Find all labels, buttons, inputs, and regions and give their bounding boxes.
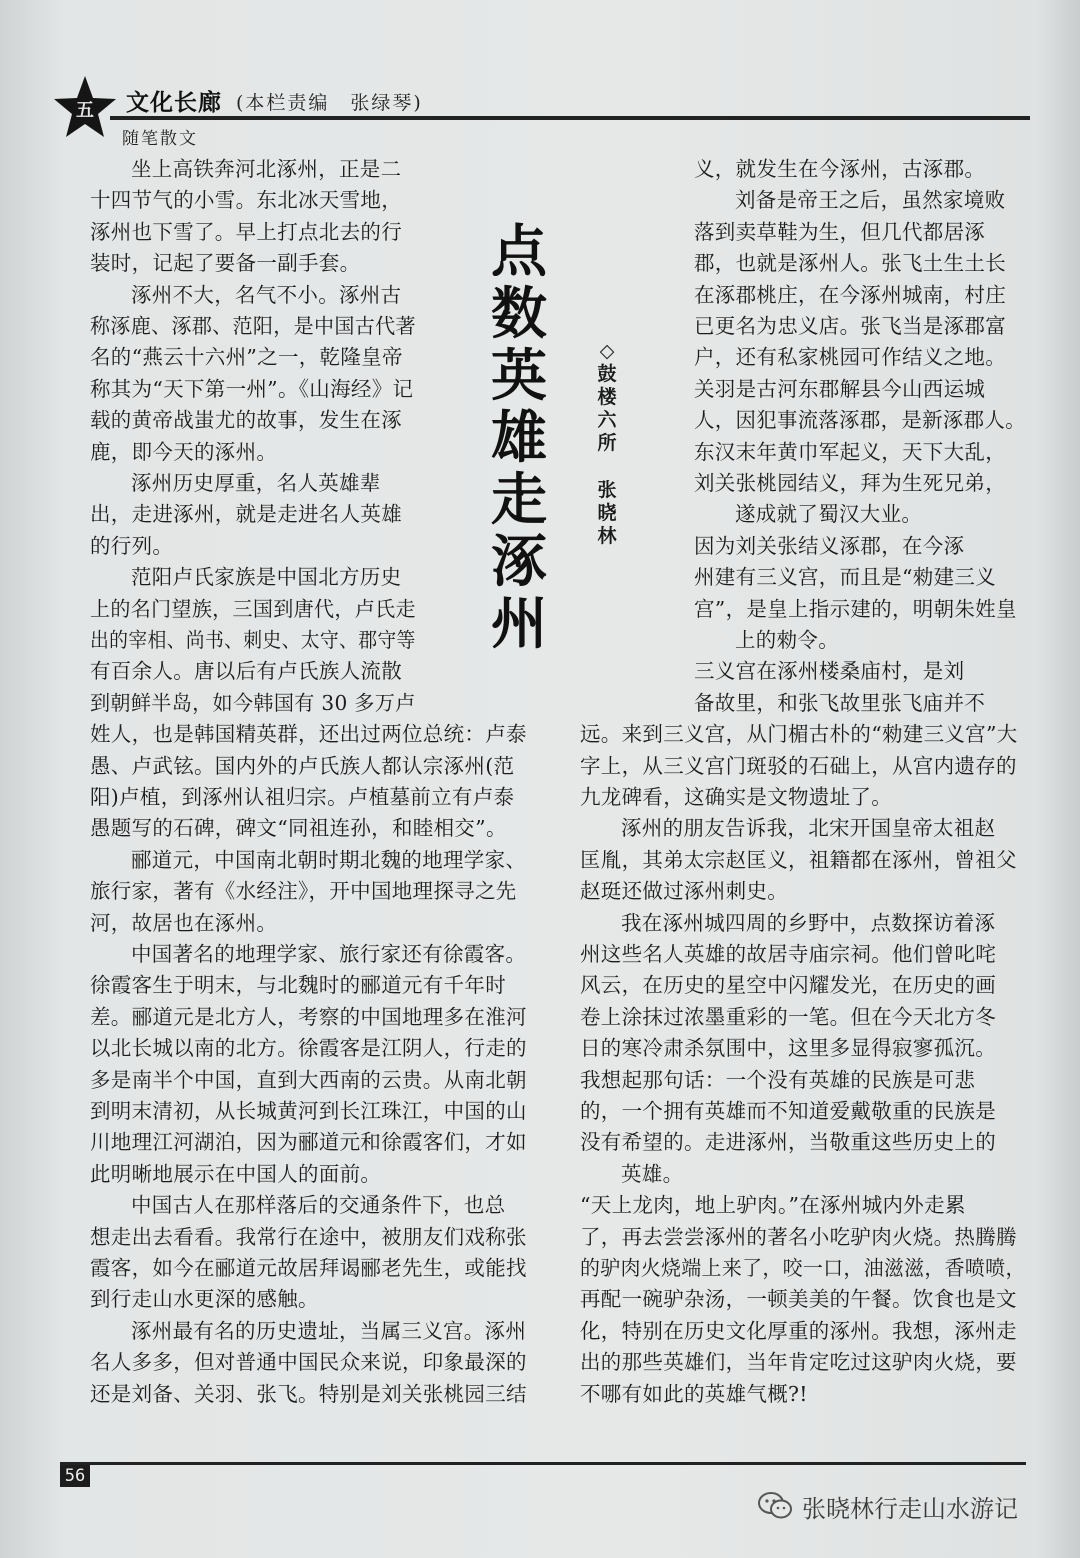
text-line: 多是南半个中国，直到大西南的云贵。从南北朝 — [90, 1068, 527, 1092]
text-line: 人，因犯事流落涿郡，是新涿郡人。 — [694, 408, 1026, 432]
text-line: 了，再去尝尝涿州的著名小吃驴肉火烧。热腾腾 — [580, 1225, 1017, 1249]
author-char: ◇ — [599, 340, 615, 362]
text-line: 远。来到三义宫，从门楣古朴的“勑建三义宫”大 — [580, 722, 1018, 746]
author-char: 林 — [597, 525, 617, 547]
author-char: 鼓 — [597, 363, 617, 385]
text-line: 有百余人。唐以后有卢氏族人流散 — [90, 659, 402, 683]
text-line: 九龙碑看，这确实是文物遗址了。 — [580, 785, 892, 809]
text-line: 的驴肉火烧端上来了，咬一口，油滋滋，香喷喷， — [580, 1256, 1026, 1280]
text-line: 河，故居也在涿州。 — [90, 911, 278, 935]
text-line: 落到卖草鞋为生，但几代都居涿 — [694, 220, 986, 244]
text-line: 我想起那句话：一个没有英雄的民族是可悲 — [580, 1068, 976, 1092]
text-line: 涿州的朋友告诉我，北宋开国皇帝太祖赵 — [621, 816, 996, 840]
article-author — [594, 340, 620, 548]
article-title — [486, 222, 552, 656]
text-line: 东汉末年黄巾军起义，天下大乱， — [694, 440, 1006, 464]
text-line: 名的“燕云十六州”之一，乾隆皇帝 — [90, 345, 403, 369]
title-char: 涿 — [491, 530, 547, 595]
watermark-text: 张晓林行走山水游记 — [802, 1494, 1018, 1523]
text-line: 到明末清初，从长城黄河到长江珠江，中国的山 — [90, 1099, 527, 1123]
text-line: 旅行家，著有《水经注》，开中国地理探寻之先 — [90, 879, 517, 903]
text-line: 差。郦道元是北方人，考察的中国地理多在淮河 — [90, 1005, 527, 1029]
badge-glyph: 五 — [76, 100, 94, 121]
text-line: 字上，从三义宫门斑驳的石础上，从宫内遗存的 — [580, 754, 1017, 778]
footer-rule — [60, 1462, 1026, 1465]
text-line: 刘备是帝王之后，虽然家境败 — [735, 188, 1006, 212]
text-line: 出，走进涿州，就是走进名人英雄 — [90, 502, 402, 526]
column-title: 文化长廊 — [126, 90, 222, 116]
text-line: 称其为“天下第一州”。《山海经》记 — [90, 377, 414, 401]
text-line: 宫”，是皇上指示建的，明朝朱姓皇 — [694, 597, 1017, 621]
watermark — [758, 1486, 1018, 1526]
text-line: 已更名为忠义店。张飞当是涿郡富 — [694, 314, 1006, 338]
section-subtitle: 随笔散文 — [122, 129, 198, 149]
text-line: 出的那些英雄们，当年肯定吃过这驴肉火烧，要 — [580, 1350, 1017, 1374]
text-line: “天上龙肉，地上驴肉。”在涿州城内外走累 — [580, 1193, 966, 1217]
text-line: 到朝鲜半岛，如今韩国有 30 多万卢 — [90, 691, 416, 715]
text-line: 涿州也下雪了。早上打点北去的行 — [90, 220, 402, 244]
title-char: 雄 — [491, 406, 547, 471]
star-badge-icon — [52, 74, 118, 140]
title-char: 州 — [491, 592, 547, 657]
text-line: 还是刘备、关羽、张飞。特别是刘关张桃园三结 — [90, 1382, 527, 1406]
text-line: 义，就发生在今涿州，古涿郡。 — [694, 157, 986, 181]
text-line: 中国古人在那样落后的交通条件下，也总 — [131, 1193, 506, 1217]
text-line: 遂成就了蜀汉大业。 — [735, 502, 923, 526]
text-line: 鹿，即今天的涿州。 — [90, 440, 278, 464]
text-line: 此明晰地展示在中国人的面前。 — [90, 1162, 382, 1186]
text-line: 州这些名人英雄的故居寺庙宗祠。他们曾叱咤 — [580, 942, 996, 966]
text-line: 中国著名的地理学家、旅行家还有徐霞客。 — [131, 942, 527, 966]
author-char: 张 — [597, 479, 617, 501]
author-char: 楼 — [597, 386, 617, 408]
text-line: 阳)卢植，到涿州认祖归宗。卢植墓前立有卢泰 — [90, 785, 515, 809]
text-line: 装时，记起了要备一副手套。 — [90, 251, 361, 275]
text-line: 我在涿州城四周的乡野中，点数探访着涿 — [621, 911, 996, 935]
text-line: 化，特别在历史文化厚重的涿州。我想，涿州走 — [580, 1319, 1017, 1343]
text-line: 的，一个拥有英雄而不知道爱戴敬重的民族是 — [580, 1099, 996, 1123]
text-line: 三义宫在涿州楼桑庙村，是刘 — [694, 659, 965, 683]
text-line: 关羽是古河东郡解县今山西运城 — [694, 377, 986, 401]
title-char: 数 — [491, 282, 547, 347]
wechat-icon — [758, 1492, 792, 1520]
text-line: 风云，在历史的星空中闪耀发光，在历史的画 — [580, 973, 996, 997]
header-rule — [110, 116, 1030, 120]
text-line: 备故里，和张飞故里张飞庙并不 — [694, 691, 986, 715]
title-char: 走 — [491, 468, 547, 533]
text-line: 卷上涂抹过浓墨重彩的一笔。但在今天北方冬 — [580, 1005, 996, 1029]
author-char — [594, 455, 620, 479]
text-line: 州建有三义宫，而且是“勑建三义 — [694, 565, 996, 589]
text-line: 的行列。 — [90, 534, 174, 558]
text-line: 坐上高铁奔河北涿州，正是二 — [131, 157, 402, 181]
text-line: 上的名门望族，三国到唐代，卢氏走 — [90, 597, 416, 621]
text-line: 因为刘关张结义涿郡，在今涿 — [694, 534, 965, 558]
text-line: 涿州历史厚重，名人英雄辈 — [131, 471, 381, 495]
text-line: 在涿郡桃庄，在今涿州城南，村庄 — [694, 283, 1006, 307]
text-line: 没有希望的。走进涿州，当敬重这些历史上的 — [580, 1130, 996, 1154]
text-line: 赵珽还做过涿州刺史。 — [580, 879, 788, 903]
author-char: 六 — [597, 409, 617, 431]
text-line: 英雄。 — [621, 1162, 684, 1186]
text-line: 郦道元，中国南北朝时期北魏的地理学家、 — [131, 848, 527, 872]
text-line: 霞客，如今在郦道元故居拜谒郦老先生，或能找 — [90, 1256, 527, 1280]
text-line: 户，还有私家桃园可作结义之地。 — [694, 345, 1006, 369]
text-line: 上的勑令。 — [735, 628, 839, 652]
text-line: 到行走山水更深的感触。 — [90, 1287, 319, 1311]
text-line: 刘关张桃园结义，拜为生死兄弟， — [694, 471, 1006, 495]
text-line: 再配一碗驴杂汤，一顿美美的午餐。饮食也是文 — [580, 1287, 1017, 1311]
text-line: 称涿鹿、涿郡、范阳，是中国古代著 — [90, 314, 416, 338]
text-line: 郡，也就是涿州人。张飞土生土长 — [694, 251, 1006, 275]
text-line: 不哪有如此的英雄气概?! — [580, 1382, 808, 1406]
text-line: 日的寒冷肃杀氛围中，这里多显得寂寥孤沉。 — [580, 1036, 996, 1060]
title-char: 英 — [491, 344, 547, 409]
text-line: 愚、卢武铉。国内外的卢氏族人都认宗涿州(范 — [90, 754, 515, 778]
title-char: 点 — [491, 220, 547, 285]
text-line: 姓人，也是韩国精英群，还出过两位总统：卢泰 — [90, 722, 527, 746]
text-line: 川地理江河湖泊，因为郦道元和徐霞客们，才如 — [90, 1130, 527, 1154]
text-line: 涿州不大，名气不小。涿州古 — [131, 283, 402, 307]
author-char: 所 — [597, 432, 617, 454]
text-line: 范阳卢氏家族是中国北方历史 — [131, 565, 402, 589]
text-line: 以北长城以南的北方。徐霞客是江阴人，行走的 — [90, 1036, 527, 1060]
page-number: 56 — [60, 1465, 90, 1487]
text-line: 十四节气的小雪。东北冰天雪地， — [90, 188, 402, 212]
text-line: 涿州最有名的历史遗址，当属三义宫。涿州 — [131, 1319, 527, 1343]
text-line: 愚题写的石碑，碑文“同祖连孙，和睦相交”。 — [90, 816, 507, 840]
text-line: 名人多多，但对普通中国民众来说，印象最深的 — [90, 1350, 527, 1374]
text-line: 匡胤，其弟太宗赵匡义，祖籍都在涿州，曾祖父 — [580, 848, 1017, 872]
text-line: 出的宰相、尚书、刺史、太守、郡守等 — [90, 628, 416, 652]
column-editor: (本栏责编 张绿琴) — [236, 92, 423, 114]
text-line: 载的黄帝战蚩尤的故事，发生在涿 — [90, 408, 402, 432]
author-char: 晓 — [597, 502, 617, 524]
text-line: 徐霞客生于明末，与北魏时的郦道元有千年时 — [90, 973, 506, 997]
text-line: 想走出去看看。我常行在途中，被朋友们戏称张 — [90, 1225, 527, 1249]
